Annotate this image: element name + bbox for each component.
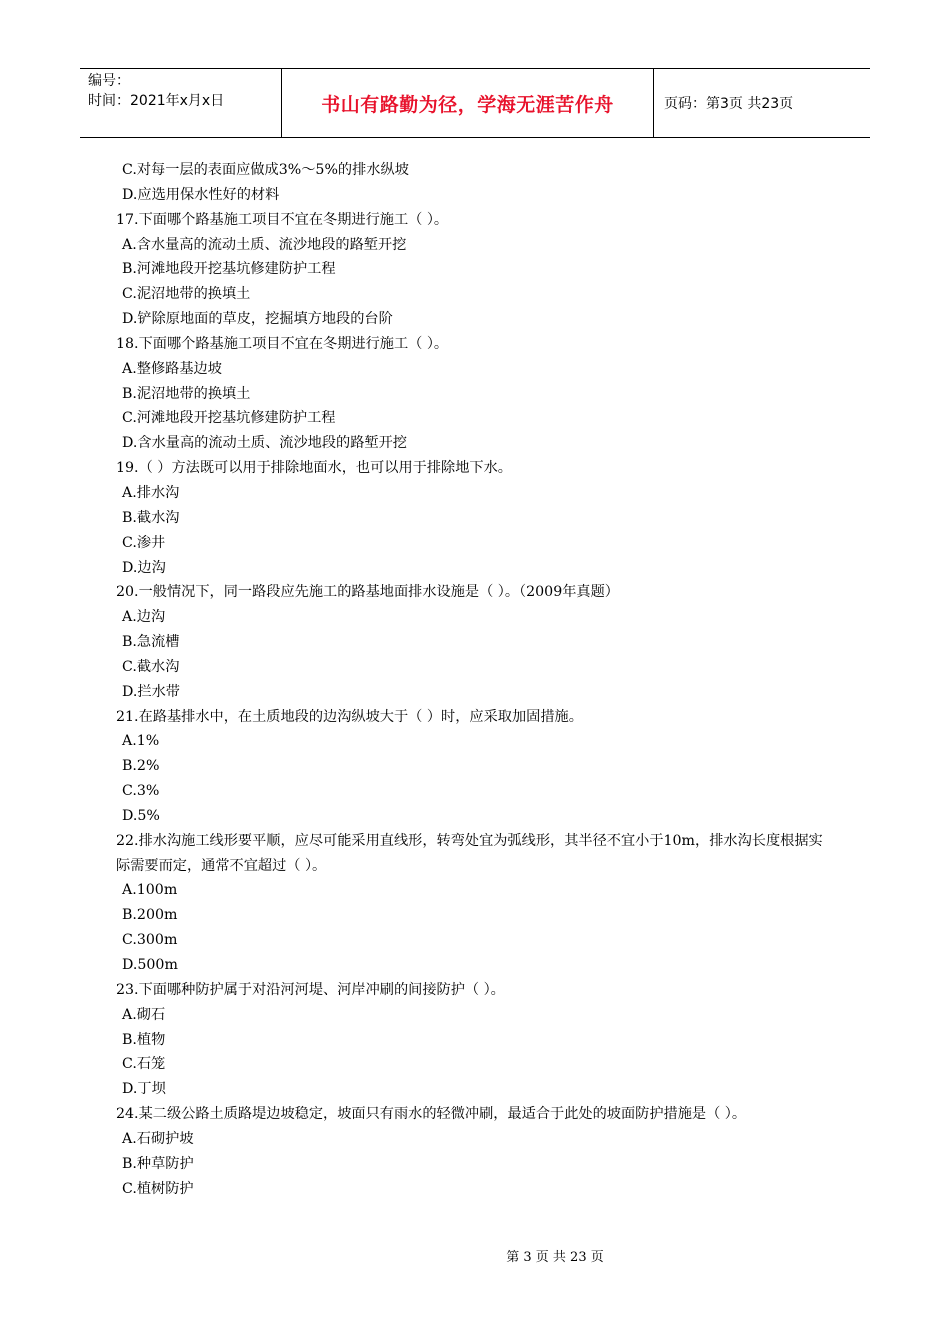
question-text: 18.下面哪个路基施工项目不宜在冬期进行施工（ ）。 [116,335,449,352]
footer-page-number: 第 3 页 共 23 页 [506,1250,604,1265]
answer-option: C.河滩地段开挖基坑修建防护工程 [122,410,336,427]
answer-option: A.砌石 [122,1006,166,1023]
answer-option: D.丁坝 [122,1081,166,1098]
page-footer [0,1246,950,1265]
answer-option: A.排水沟 [122,484,180,501]
answer-option: C.渗井 [122,534,166,551]
answer-option: B.200m [122,907,178,924]
answer-option: B.截水沟 [122,509,180,526]
question-text: 17.下面哪个路基施工项目不宜在冬期进行施工（ ）。 [116,211,449,228]
answer-option: D.500m [122,957,178,973]
header-motto: 书山有路勤为径，学海无涯苦作舟 [282,69,654,137]
answer-option: C.300m [122,932,178,949]
answer-option: A.边沟 [122,609,166,626]
question-text: 24.某二级公路土质路堤边坡稳定，坡面只有雨水的轻微冲刷，最适合于此处的坡面防护措施是（ ）。 [116,1106,747,1123]
answer-option: C.植树防护 [122,1180,194,1197]
answer-option: A.整修路基边坡 [122,360,222,377]
answer-option: B.河滩地段开挖基坑修建防护工程 [122,261,336,278]
answer-option: A.100m [122,882,178,899]
answer-option: A.石砌护坡 [122,1130,194,1147]
answer-option: A.1% [122,733,160,750]
answer-option: B.植物 [122,1031,166,1048]
document-body [116,158,828,1201]
answer-option: D.应选用保水性好的材料 [122,186,280,203]
document-number-label: 编号： [88,73,130,89]
answer-option: D.拦水带 [122,683,180,700]
answer-option: A.含水量高的流动土质、流沙地段的路堑开挖 [122,236,407,253]
answer-option: D.5% [122,807,160,824]
question-text: 19.（ ）方法既可以用于排除地面水，也可以用于排除地下水。 [116,460,512,477]
answer-option: C.3% [122,783,160,800]
header-meta [80,69,282,137]
answer-option: D.含水量高的流动土质、流沙地段的路堑开挖 [122,435,407,452]
answer-option: B.2% [122,758,160,775]
question-text: 23.下面哪种防护属于对沿河河堤、河岸冲刷的间接防护（ ）。 [116,981,505,998]
answer-option: B.泥沼地带的换填土 [122,385,251,402]
header-page-info: 页码：第3页 共23页 [664,96,794,112]
answer-option: C.泥沼地带的换填土 [122,286,251,303]
answer-option: D.铲除原地面的草皮，挖掘填方地段的台阶 [122,311,393,328]
page-header [80,68,870,138]
answer-option: B.急流槽 [122,634,180,651]
answer-option: D.边沟 [122,559,166,576]
answer-option: C.石笼 [122,1056,166,1073]
question-text: 20.一般情况下，同一路段应先施工的路基地面排水设施是（ ）。（2009年真题） [116,584,619,601]
question-text: 22.排水沟施工线形要平顺，应尽可能采用直线形，转弯处宜为弧线形，其半径不宜小于10m，排水沟长度根据实际需要而定，通常不宜超过（ ）。 [116,832,823,874]
answer-option: B.种草防护 [122,1155,194,1172]
answer-option: C.截水沟 [122,658,180,675]
question-text: 21.在路基排水中，在土质地段的边沟纵坡大于（ ）时，应采取加固措施。 [116,708,583,725]
answer-option: C.对每一层的表面应做成3%～5%的排水纵坡 [122,162,409,178]
document-time-label: 时间：2021年x月x日 [88,93,225,109]
